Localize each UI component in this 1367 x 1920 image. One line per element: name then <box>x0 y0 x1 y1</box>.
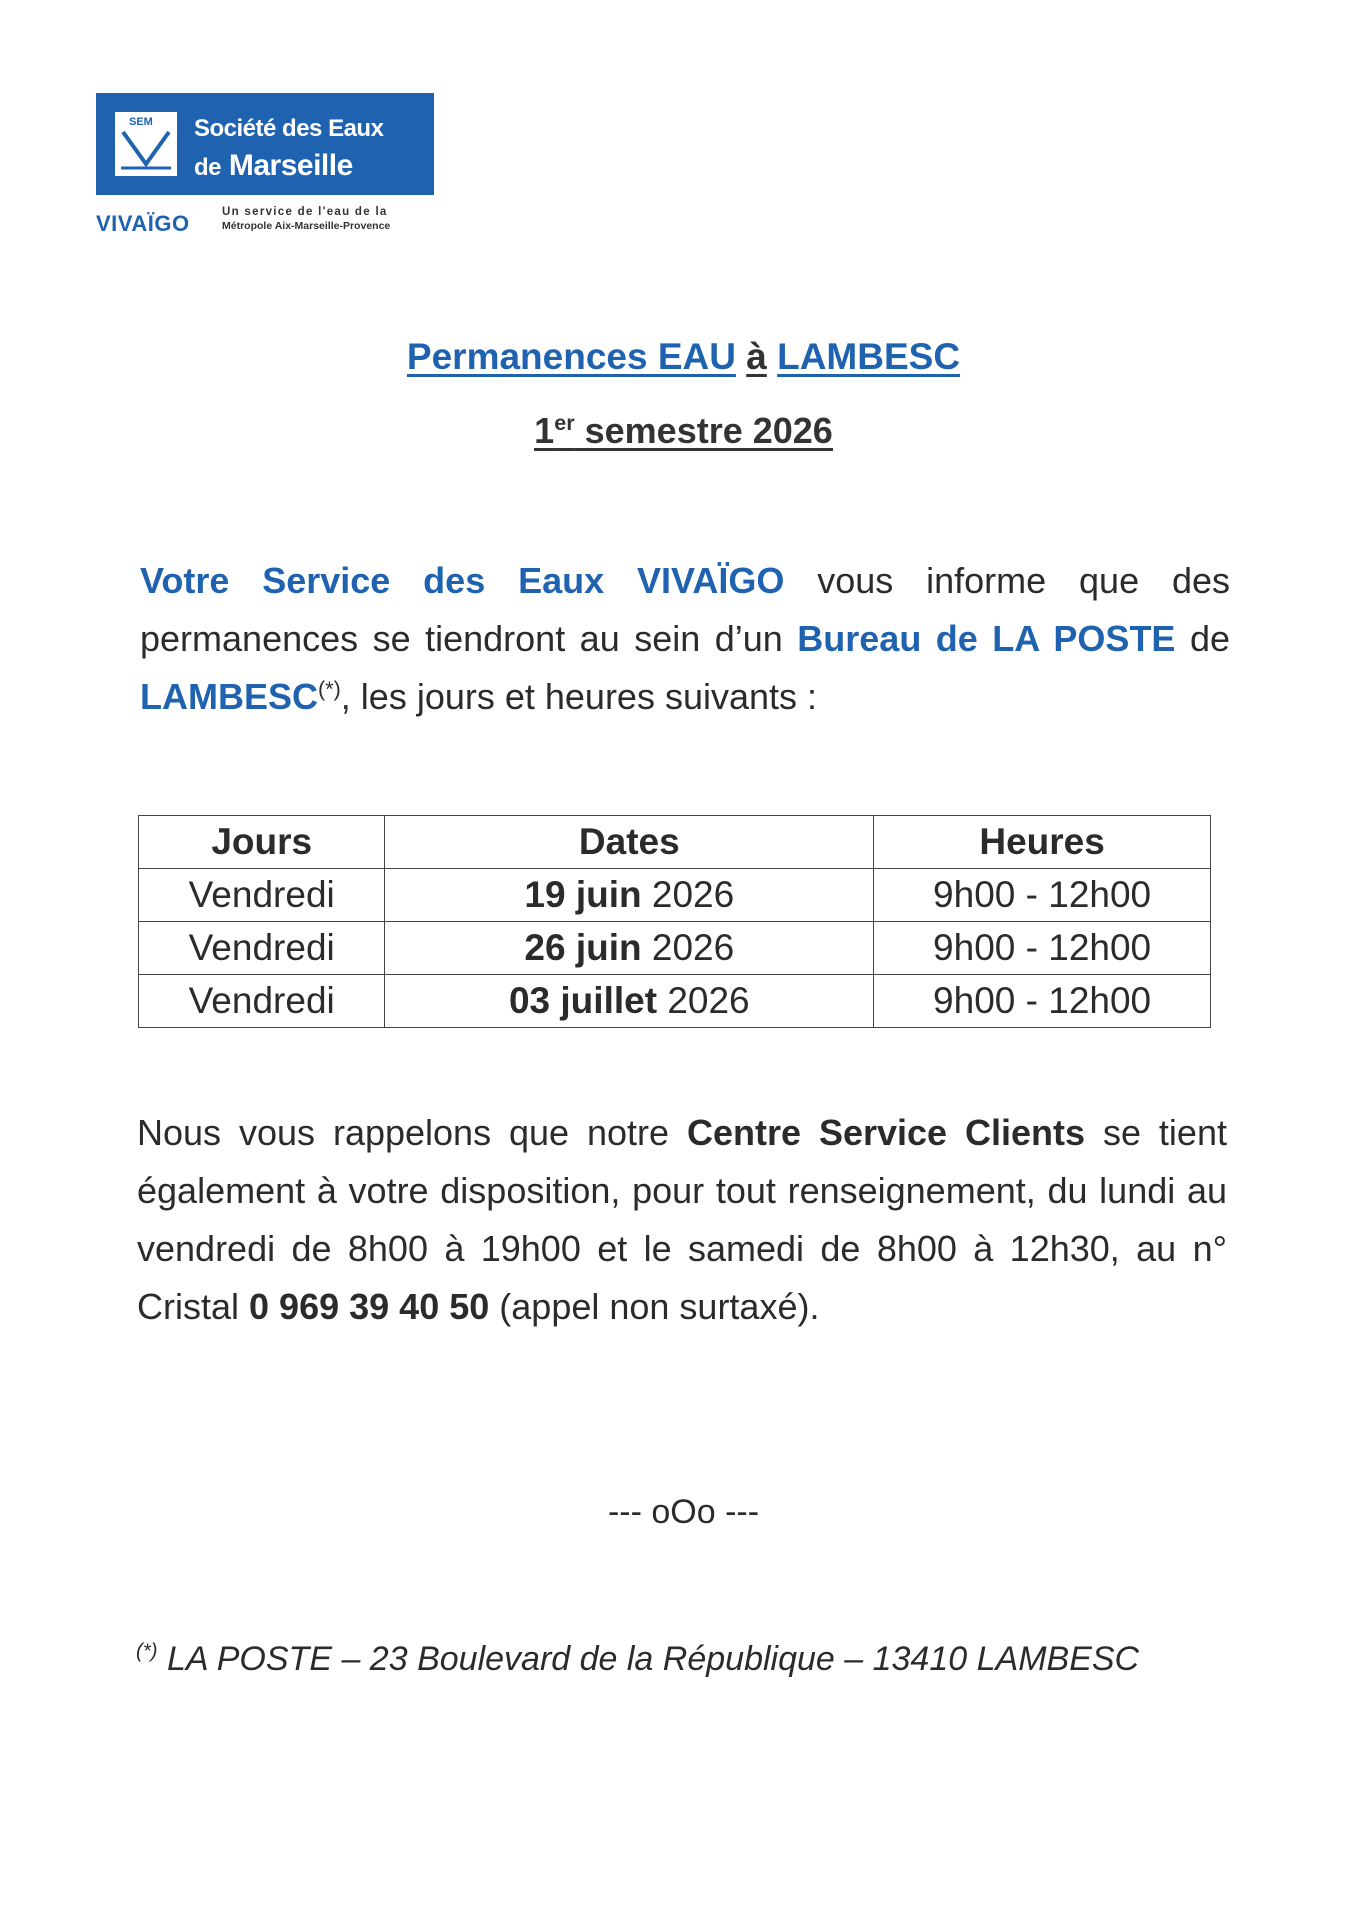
row-year: 2026 <box>667 980 750 1021</box>
row-date-bold: 19 juin <box>524 874 642 915</box>
logo-tagline-1: Un service de l'eau de la <box>222 206 388 218</box>
intro-paragraph <box>140 552 1230 726</box>
row-date-bold: 03 juillet <box>508 980 658 1021</box>
title-part1: Permanences EAU <box>406 336 736 377</box>
title-part3: LAMBESC <box>777 336 961 377</box>
schedule-table <box>138 815 1211 1028</box>
row-day: Vendredi <box>139 869 385 922</box>
table-row <box>139 922 1211 975</box>
subtitle-num: 1 <box>534 410 555 451</box>
header-heures: Heures <box>874 816 1211 869</box>
row-hours: 9h00 - 12h00 <box>874 975 1211 1028</box>
logo-box <box>96 93 434 195</box>
footnote <box>136 1640 1139 1679</box>
page-subtitle <box>0 410 1367 452</box>
table-row <box>139 869 1211 922</box>
subtitle-rest: semestre 2026 <box>584 410 833 451</box>
intro-mark: (*) <box>318 676 341 701</box>
header-jours: Jours <box>139 816 385 869</box>
intro-office: Bureau de LA POSTE <box>797 618 1176 659</box>
row-date <box>385 975 874 1028</box>
reminder-paragraph <box>137 1104 1227 1336</box>
sem-emblem-icon <box>112 109 180 179</box>
logo-tagline-2: Métropole Aix-Marseille-Provence <box>222 220 391 232</box>
intro-text3: , les jours et heures suivants : <box>340 676 818 717</box>
logo-name-line2 <box>194 149 353 183</box>
logo-sem-text: SEM <box>129 116 153 128</box>
intro-brand: Votre Service des Eaux VIVAÏGO <box>140 560 785 601</box>
row-day: Vendredi <box>139 975 385 1028</box>
table-header-row <box>139 816 1211 869</box>
row-year: 2026 <box>651 874 735 915</box>
reminder-text1: Nous vous rappelons que notre <box>137 1112 670 1153</box>
page-title <box>0 336 1367 378</box>
reminder-phone: 0 969 39 40 50 <box>249 1286 490 1327</box>
reminder-center: Centre Service Clients <box>687 1112 1086 1153</box>
intro-text1: vous informe que des permanences se tiendront au sein d’un <box>140 560 1230 659</box>
row-year: 2026 <box>651 927 735 968</box>
header-dates: Dates <box>385 816 874 869</box>
title-part2: à <box>746 336 767 377</box>
logo-name-prefix: de <box>194 154 222 181</box>
row-date <box>385 922 874 975</box>
footnote-text: LA POSTE – 23 Boulevard de la République – 13410 LAMBESC <box>166 1640 1140 1678</box>
row-hours: 9h00 - 12h00 <box>874 869 1211 922</box>
subtitle-text <box>534 410 833 451</box>
row-date <box>385 869 874 922</box>
row-day: Vendredi <box>139 922 385 975</box>
logo-name-main: Marseille <box>228 149 353 182</box>
reminder-text3: (appel non surtaxé). <box>499 1286 820 1327</box>
table-row <box>139 975 1211 1028</box>
intro-text2: de <box>1189 618 1230 659</box>
logo-brand: VIVAÏGO <box>96 211 190 236</box>
separator: --- oOo --- <box>607 1493 760 1531</box>
subtitle-sup: er <box>554 410 575 435</box>
company-logo <box>96 93 436 236</box>
intro-town: LAMBESC <box>140 676 318 717</box>
logo-name-line1: Société des Eaux <box>194 115 384 142</box>
row-date-bold: 26 juin <box>524 927 642 968</box>
footnote-mark: (*) <box>136 1640 158 1663</box>
row-hours: 9h00 - 12h00 <box>874 922 1211 975</box>
reminder-text2: se tient également à votre disposition, pour tout renseignement, du lundi au vendredi de 8h00 à 19h00 et le samedi de 8h00 à 12h30, au n° Cristal <box>137 1112 1227 1327</box>
